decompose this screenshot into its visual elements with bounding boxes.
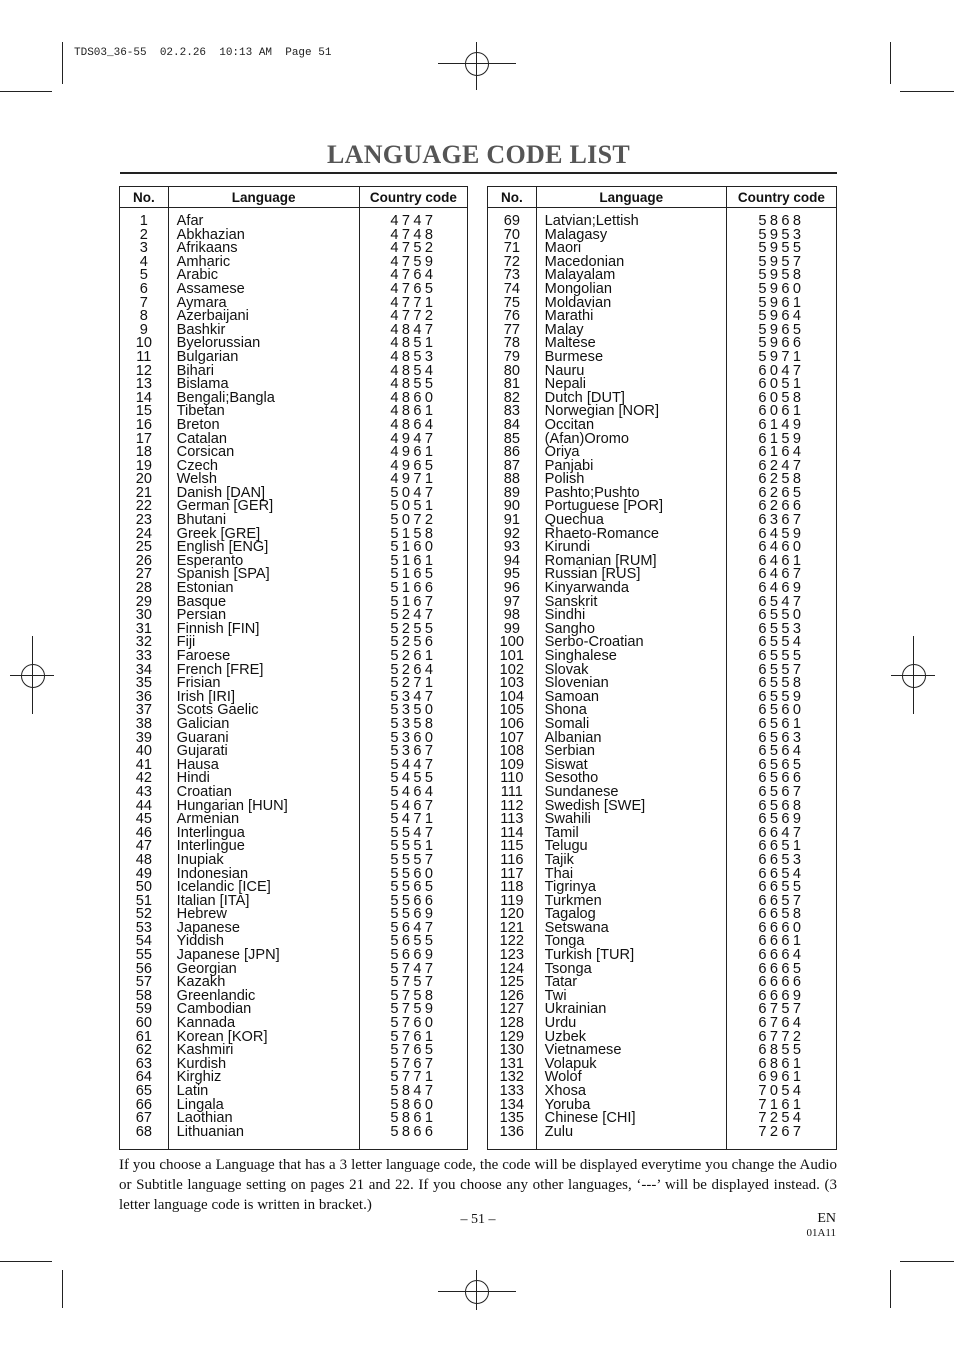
registration-crosshair xyxy=(476,42,477,90)
registration-mark-icon xyxy=(465,52,489,76)
column-country-code xyxy=(359,208,467,1150)
code-list: 4747 4748 4752 4759 4764 4765 4771 4772 4847 4851 4853 4854 4855 4860 4861 4864 4947 4961 4965 4971 5047 5051 5072 5158 5160 5161 5165 5166 5167 5247 5255 5256 5261 5264 5271 5347 5350 5358 5360 5367 5447 5455 5464 5467 5471 5547 5551 5557 5560 5565 5566 5569 5647 5655 5669 5747 5757 5758 5759 5760 5761 5765 5767 5771 5847 5860 5861 5866 xyxy=(390,213,437,1140)
page-title: LANGUAGE CODE LIST xyxy=(326,140,631,169)
no-list: 69 70 71 72 73 74 75 76 77 78 79 80 81 82 83 84 85 86 87 88 89 90 91 92 93 94 95 96 97 98 99 100 101 102 103 104 105 106 107 108 109 110 111 112 113 114 115 116 117 118 119 120 121 122 123 124 125 126 127 128 129 130 131 132 133 134 135 136 xyxy=(499,213,525,1140)
crop-mark xyxy=(62,1270,63,1308)
column-language xyxy=(536,208,726,1150)
crop-mark xyxy=(0,91,52,92)
registration-mark-icon xyxy=(21,664,45,688)
language-code-table-left xyxy=(119,186,468,1150)
header-no: No. xyxy=(488,187,537,208)
crop-mark xyxy=(890,42,891,84)
registration-crosshair xyxy=(913,636,914,714)
crop-mark xyxy=(0,1261,52,1262)
title-underline xyxy=(120,172,837,174)
language-tag: EN xyxy=(817,1211,836,1226)
crop-mark xyxy=(890,1270,891,1308)
column-no xyxy=(488,208,537,1150)
no-list: 1 2 3 4 5 6 7 8 9 10 11 12 13 14 15 16 17 18 19 20 21 22 23 24 25 26 27 28 29 30 31 32 33 34 35 36 37 38 39 40 41 42 43 44 45 46 47 48 49 50 51 52 53 54 55 56 57 58 59 60 61 62 63 64 65 66 67 68 xyxy=(135,213,152,1140)
column-language xyxy=(168,208,359,1150)
registration-crosshair xyxy=(438,1291,516,1292)
registration-crosshair xyxy=(476,1270,477,1310)
header-language: Language xyxy=(168,187,359,208)
registration-crosshair xyxy=(32,636,33,714)
crop-mark xyxy=(62,42,63,84)
header-language: Language xyxy=(536,187,726,208)
registration-mark-icon xyxy=(465,1280,489,1304)
header-country-code: Country code xyxy=(359,187,467,208)
registration-crosshair xyxy=(438,63,516,64)
column-country-code xyxy=(726,208,836,1150)
header-no: No. xyxy=(120,187,169,208)
registration-mark-icon xyxy=(902,664,926,688)
page-number: – 51 – xyxy=(460,1212,496,1227)
print-slug: TDS03_36-55 02.2.26 10:13 AM Page 51 xyxy=(74,47,332,59)
language-list: Latvian;Lettish Malagasy Maori Macedonian Malayalam Mongolian Moldavian Marathi Malay Maltese Burmese Nauru Nepali Dutch [DUT] Norwegian [NOR] Occitan (Afan)Oromo Oriya Panjabi Polish Pashto;Pushto Portuguese [POR] Quechua Rhaeto-Romance Kirundi Romanian [RUM] Russian [RUS] Kinyarwanda Sanskrit Sindhi Sangho Serbo-Croatian Singhalese Slovak Slovenian Samoan Shona Somali Albanian Serbian Siswat Sesotho Sundanese Swedish [SWE] Swahili Tamil Telugu Tajik Thai Tigrinya Turkmen Tagalog Setswana Tonga Turkish [TUR] Tsonga Tatar Twi Ukrainian Urdu Uzbek Vietnamese Volapuk Wolof Xhosa Yoruba Chinese [CHI] Zulu xyxy=(544,213,664,1140)
header-country-code: Country code xyxy=(726,187,836,208)
crop-mark xyxy=(900,91,954,92)
language-list: Afar Abkhazian Afrikaans Amharic Arabic Assamese Aymara Azerbaijani Bashkir Byelorussian Bulgarian Bihari Bislama Bengali;Bangla Tibetan Breton Catalan Corsican Czech Welsh Danish [DAN] German [GER] Bhutani Greek [GRE] English [ENG] Esperanto Spanish [SPA] Estonian Basque Persian Finnish [FIN] Fiji Faroese French [FRE] Frisian Irish [IRI] Scots Gaelic Galician Guarani Gujarati Hausa Hindi Croatian Hungarian [HUN] Armenian Interlingua Interlingue Inupiak Indonesian Icelandic [ICE] Italian [ITA] Hebrew Japanese Yiddish Japanese [JPN] Georgian Kazakh Greenlandic Cambodian Kannada Korean [KOR] Kashmiri Kurdish Kirghiz Latin Lingala Laothian Lithuanian xyxy=(176,213,288,1140)
crop-mark xyxy=(900,1261,954,1262)
version-code: 01A11 xyxy=(806,1227,836,1239)
column-no xyxy=(120,208,169,1150)
code-list: 5868 5953 5955 5957 5958 5960 5961 5964 5965 5966 5971 6047 6051 6058 6061 6149 6159 6164 6247 6258 6265 6266 6367 6459 6460 6461 6467 6469 6547 6550 6553 6554 6555 6557 6558 6559 6560 6561 6563 6564 6565 6566 6567 6568 6569 6647 6651 6653 6654 6655 6657 6658 6660 6661 6664 6665 6666 6669 6757 6764 6772 6855 6861 6961 7054 7161 7254 7267 xyxy=(758,213,805,1140)
language-code-table-right xyxy=(487,186,837,1150)
footnote-paragraph: If you choose a Language that has a 3 letter language code, the code will be displayed everytime you change the Audio or Subtitle language setting on pages 21 and 22. If you choose any other languages, ‘---’ will be displayed instead. (3 letter language code is written in bracket.) xyxy=(119,1157,837,1213)
